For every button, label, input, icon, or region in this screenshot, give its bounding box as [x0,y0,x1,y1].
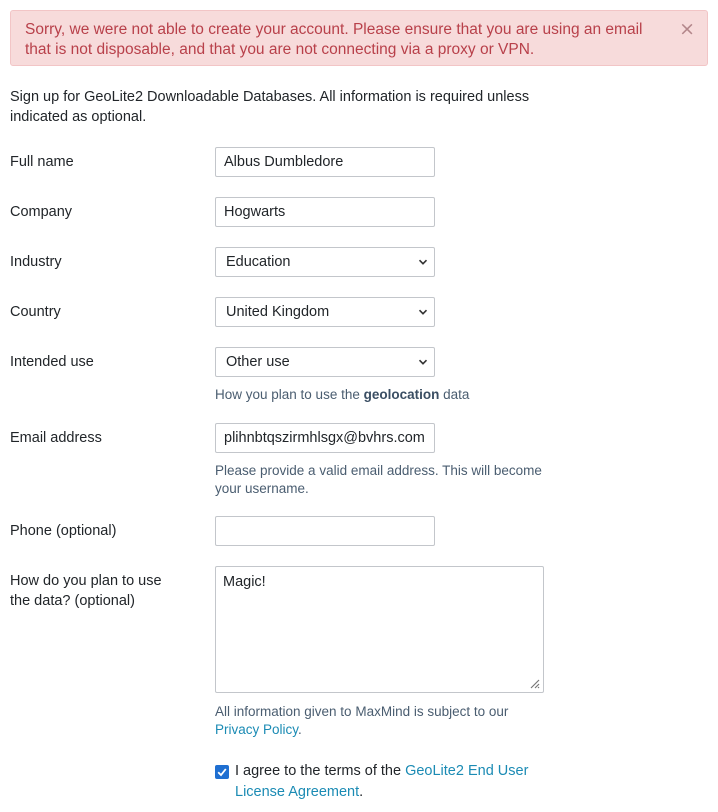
agreement-text [235,761,555,803]
country-selected-value: United Kingdom [226,304,330,320]
resize-handle-icon[interactable] [528,677,540,689]
intended-use-help [215,386,555,404]
intended-use-help-suffix: data [439,387,470,402]
usage-label [10,571,162,611]
industry-selected-value: Education [226,254,291,270]
privacy-help-end: . [298,722,302,737]
full-name-label: Full name [10,154,74,170]
privacy-policy-link[interactable]: Privacy Policy [215,722,299,737]
intended-use-selected-value: Other use [226,354,290,370]
close-icon[interactable]: × [679,18,695,40]
email-input[interactable] [215,423,435,453]
agree-checkbox[interactable] [215,765,229,779]
chevron-down-icon [418,257,428,267]
intended-use-select[interactable] [215,347,435,377]
intro-text: Sign up for GeoLite2 Downloadable Databases. All information is required unless indicated as optional. [10,89,530,125]
intended-use-label: Intended use [10,354,94,370]
error-alert [10,10,708,66]
phone-input[interactable] [215,516,435,546]
checkmark-icon [217,767,227,777]
company-label: Company [10,204,73,220]
intended-use-help-bold: geolocation [363,387,440,402]
error-alert-message: Sorry, we were not able to create your account. Please ensure that you are using an email that is not disposable, and that you are not connecting via a proxy or VPN. [25,21,643,58]
agreement-end: . [359,784,364,800]
industry-select[interactable] [215,247,435,277]
privacy-help [215,703,535,739]
country-select[interactable] [215,297,435,327]
usage-label-line2: the data? (optional) [10,593,135,609]
industry-label: Industry [10,254,62,270]
agreement-prefix: I agree to the terms of the [235,763,406,779]
chevron-down-icon [418,357,428,367]
company-input[interactable] [215,197,435,227]
intended-use-help-prefix: How you plan to use the [215,387,364,402]
email-help: Please provide a valid email address. This will become your username. [215,463,542,496]
full-name-input[interactable] [215,147,435,177]
chevron-down-icon [418,307,428,317]
usage-textarea[interactable] [215,566,544,693]
phone-label: Phone (optional) [10,523,117,539]
country-label: Country [10,304,61,320]
privacy-help-text: All information given to MaxMind is subject to our [215,704,509,719]
usage-label-line1: How do you plan to use [10,573,162,589]
email-label: Email address [10,430,102,446]
eula-link[interactable]: GeoLite2 End User License Agreement [235,763,529,800]
